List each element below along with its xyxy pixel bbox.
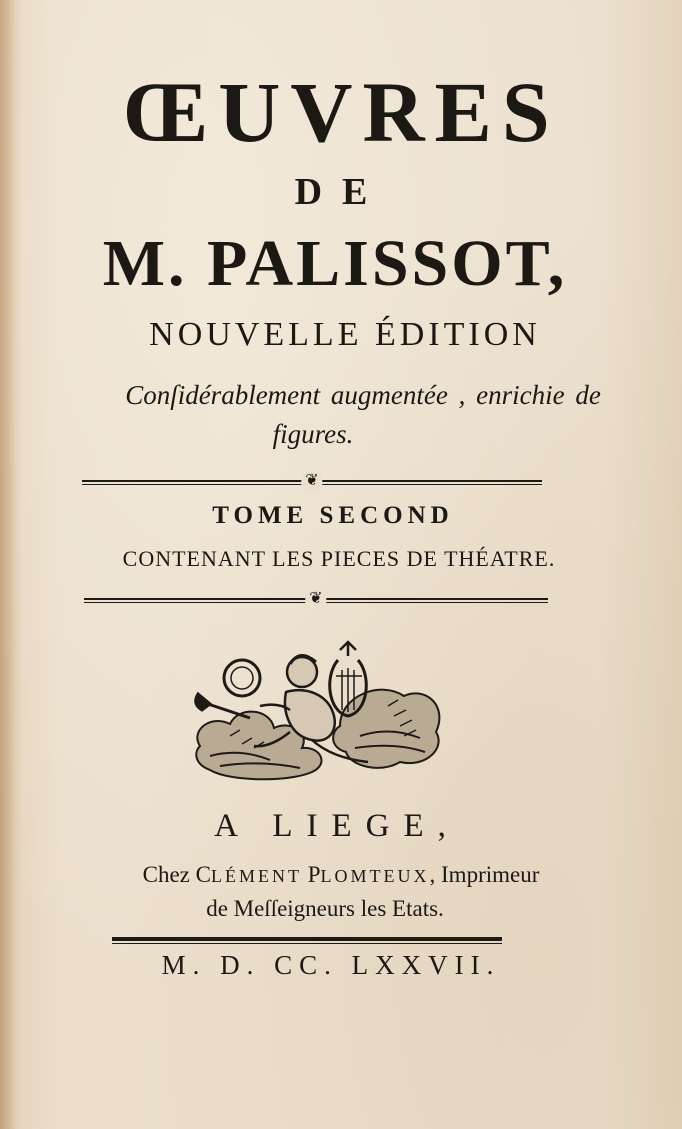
volume-statement: TOME SECOND <box>212 502 454 529</box>
rule-ornament-icon: ❦ <box>305 589 326 609</box>
cherub-lyre-vignette-icon <box>190 636 446 784</box>
imprint-date: M. D. CC. LXXVII. <box>161 950 501 980</box>
publisher-prefix: Chez <box>142 862 190 887</box>
rule-ornament-icon: ❦ <box>301 471 322 491</box>
ornamental-rule-top <box>82 472 542 489</box>
publisher-role: , Imprimeur <box>429 862 540 887</box>
ornamental-rule-middle <box>84 590 548 607</box>
imprint-publisher <box>0 862 682 888</box>
edition-note-line-1: Conſidérablement augmentée , enrichie de <box>125 380 601 410</box>
edition-statement: NOUVELLE ÉDITION <box>149 316 541 353</box>
volume-contents: CONTENANT LES PIECES DE THÉATRE. <box>122 546 556 571</box>
ornamental-rule-bottom <box>112 935 502 947</box>
work-title: ŒUVRES <box>122 64 560 160</box>
publisher-last-name: LOMTEUX <box>320 866 430 886</box>
publisher-first-initial: C <box>195 862 211 887</box>
edition-note-line-2: figures. <box>272 419 354 449</box>
imprint-place: A LIEGE, <box>214 808 460 844</box>
title-preposition: DE <box>294 171 388 213</box>
imprint-publisher-line-2: de Meſſeigneurs les Etats. <box>206 896 444 921</box>
publisher-last-initial: P <box>307 862 321 887</box>
publisher-first-name: LÉMENT <box>210 866 302 886</box>
author-name: M. PALISSOT, <box>102 227 568 300</box>
